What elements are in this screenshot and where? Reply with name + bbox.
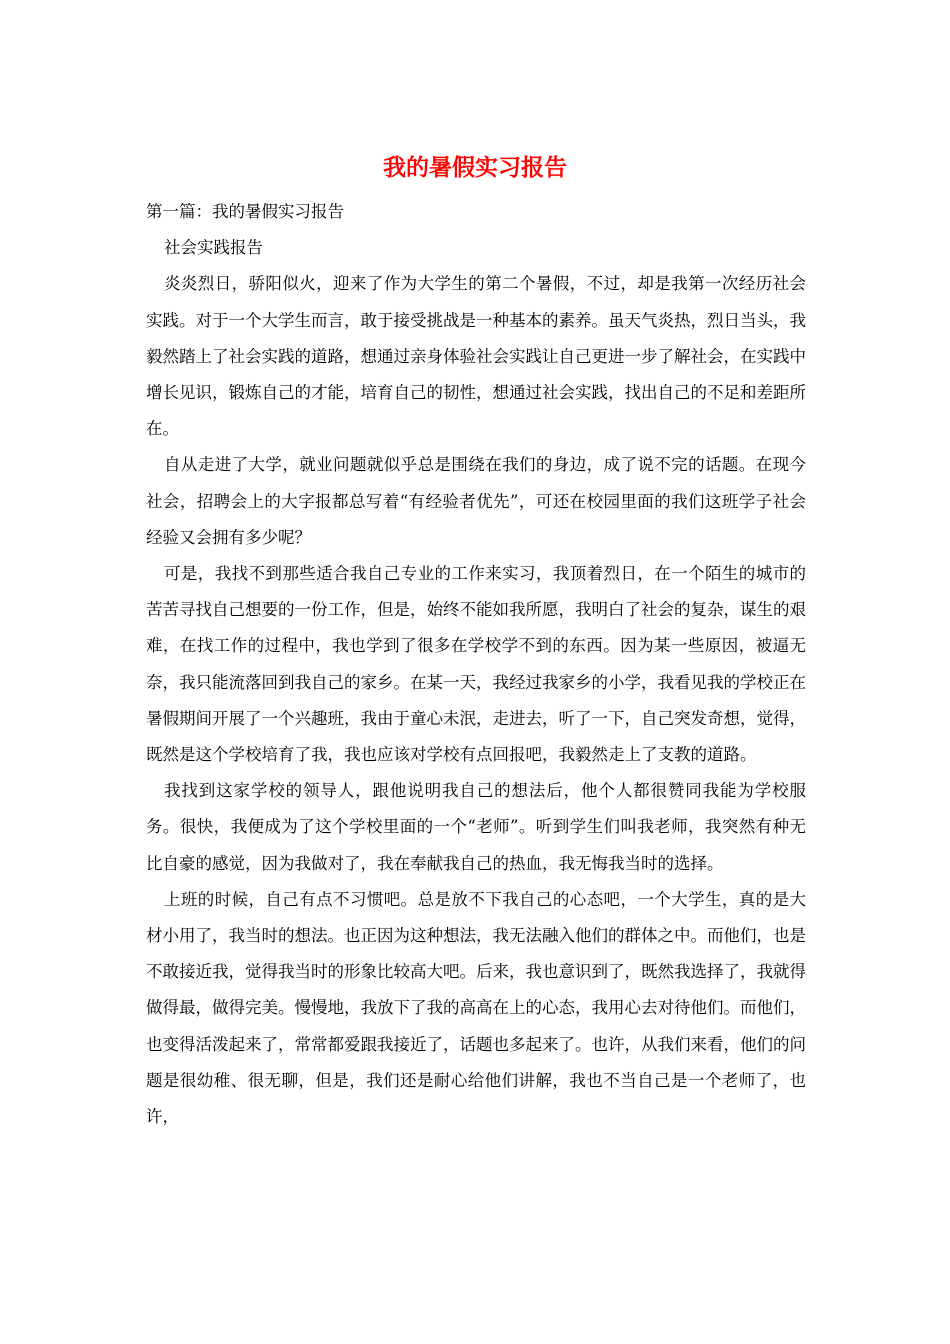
- subheading: 社会实践报告: [164, 238, 263, 258]
- paragraph: 上班的时候，自己有点不习惯吧。总是放不下我自己的心态吧，一个大学生，真的是大材小用了，我当时的想法。也正因为这种想法，我无法融入他们的群体之中。而他们，也是不敢接近我，觉得我当时的形象比较高大吧。后来，我也意识到了，既然我选择了，我就得做得最，做得完美。慢慢地，我放下了我的高高在上的心态，我用心去对待他们。而他们，也变得活泼起来了，常常都爱跟我接近了，话题也多起来了。也许，从我们来看，他们的问题是很幼稚、很无聊，但是，我们还是耐心给他们讲解，我也不当自己是一个老师了，也许，: [146, 889, 806, 1127]
- document-title: 我的暑假实习报告: [383, 154, 567, 181]
- document-body: [146, 194, 806, 1135]
- section-heading: 第一篇：我的暑假实习报告: [146, 202, 344, 221]
- paragraph: 炎炎烈日，骄阳似火，迎来了作为大学生的第二个暑假，不过，却是我第一次经历社会实践。对于一个大学生而言，敢于接受挑战是一种基本的素养。虽天气炎热，烈日当头，我毅然踏上了社会实践的道路，想通过亲身体验社会实践让自己更进一步了解社会，在实践中增长见识，锻炼自己的才能，培育自己的韧性，想通过社会实践，找出自己的不足和差距所在。: [146, 274, 806, 439]
- paragraph: 我找到这家学校的领导人，跟他说明我自己的想法后，他个人都很赞同我能为学校服务。很快，我便成为了这个学校里面的一个“老师”。听到学生们叫我老师，我突然有种无比自豪的感觉，因为我做对了，我在奉献我自己的热血，我无悔我当时的选择。: [146, 781, 806, 873]
- paragraph: 自从走进了大学，就业问题就似乎总是围绕在我们的身边，成了说不完的话题。在现今社会，招聘会上的大字报都总写着“有经验者优先”，可还在校园里面的我们这班学子社会经验又会拥有多少呢？: [146, 455, 806, 547]
- paragraph: 可是，我找不到那些适合我自己专业的工作来实习，我顶着烈日，在一个陌生的城市的苦苦寻找自己想要的一份工作，但是，始终不能如我所愿，我明白了社会的复杂，谋生的艰难，在找工作的过程中，我也学到了很多在学校学不到的东西。因为某一些原因，被逼无奈，我只能流落回到我自己的家乡。在某一天，我经过我家乡的小学，我看见我的学校正在暑假期间开展了一个兴趣班，我由于童心未泯，走进去，听了一下，自己突发奇想，觉得，既然是这个学校培育了我，我也应该对学校有点回报吧，我毅然走上了支教的道路。: [146, 564, 806, 765]
